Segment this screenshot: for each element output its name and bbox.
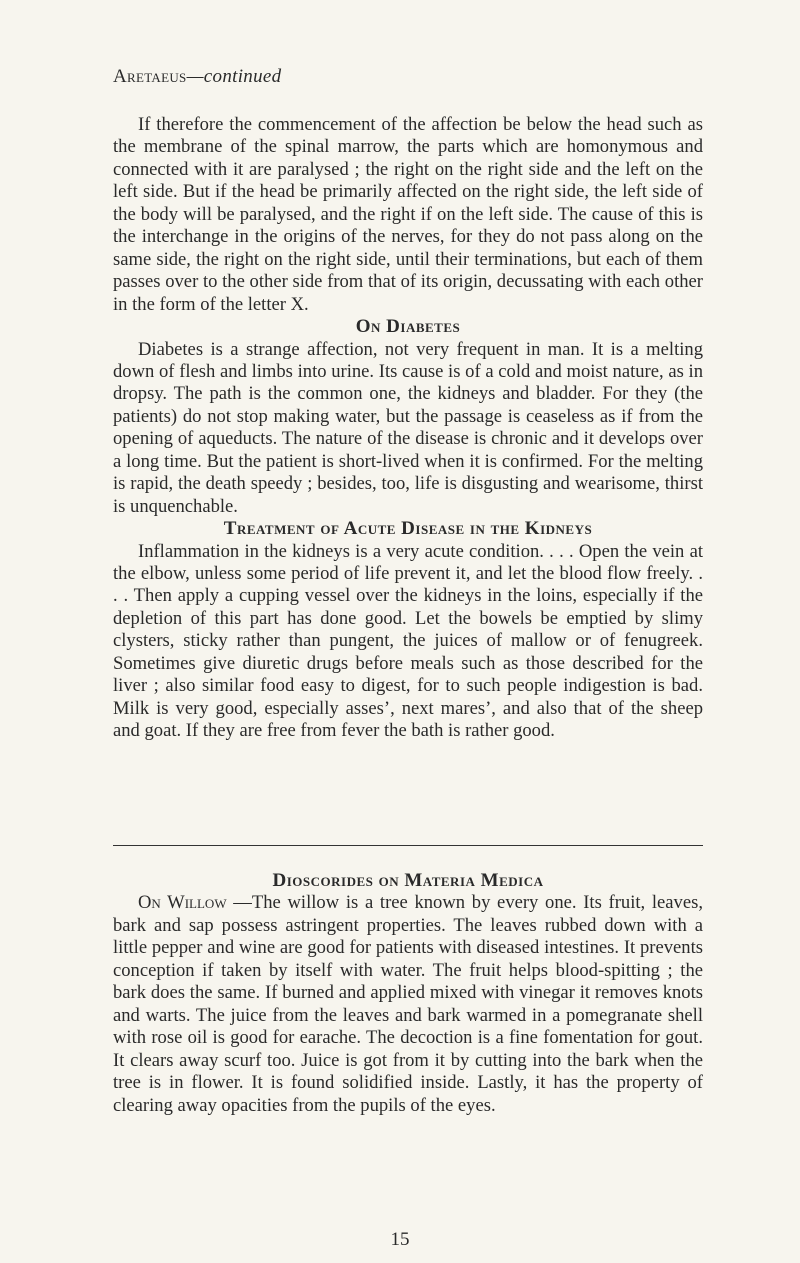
heading-dioscorides: Dioscorides on Materia Medica (272, 870, 544, 891)
text-block-aretaeus (113, 114, 703, 743)
section-divider (113, 845, 703, 846)
text-block-dioscorides (113, 870, 703, 1117)
paragraph-paralysis: If therefore the commencement of the affection be below the head such as the membrane of the spinal marrow, the parts which are homonymous and connected with it are paralysed ; the right on the right side and the left on the left side. But if the head be primarily affected on the right side, the left side of the body will be paralysed, and the right if on the left side. The cause of this is the interchange in the origins of the nerves, for they do not pass along on the same side, the right on the right side, until their terminations, but each of them passes over to the other side from that of its origin, decussating with each other in the form of the letter X. (113, 114, 703, 315)
paragraph-diabetes: Diabetes is a strange affection, not very frequent in man. It is a melting down of flesh and limbs into urine. Its cause is of a cold and moist nature, as in dropsy. The path is the common one, the kidneys and bladder. For they (the patients) do not stop making water, but the passage is ceaseless as if from the opening of aqueducts. The nature of the disease is chronic and it develops over a long time. But the patient is short-lived when it is confirmed. For the melting is rapid, the death speedy ; besides, too, life is disgusting and wearisome, thirst is unquenchable. (113, 338, 703, 517)
running-head (113, 66, 281, 88)
heading-diabetes: On Diabetes (355, 316, 461, 338)
willow-lead: On Willow (138, 892, 227, 914)
paragraph-kidney-treatment: Inflammation in the kidneys is a very acute condition. . . . Open the vein at the elbow, unless some period of life prevent it, and let the blood flow freely. . . . Then apply a cupping vessel over the kidneys in the loins, especially if the depletion of this part has done good. Let the bowels be emptied by slimy clysters, sticky rather than pungent, the juices of mallow or of fenugreek. Sometimes give diuretic drugs before meals such as those described for the liver ; also similar food easy to digest, for to such people indigestion is bad. Milk is very good, especially asses’, next mares’, and also that of the sheep and goat. If they are free from fever the bath is rather good. (113, 540, 703, 742)
willow-text: —The willow is a tree known by every one. Its fruit, leaves, bark and sap possess astringent properties. The leaves rubbed down with a little pepper and wine are good for patients with diseased intestines. It prevents conception if taken by itself with water. The fruit helps blood-spitting ; the bark does the same. If burned and applied mixed with vinegar it removes knots and warts. The juice from the leaves and bark warmed in a pomegranate shell with rose oil is good for earache. The decoction is a fine fomentation for gout. It clears away scurf too. Juice is got from it by cutting into the bark when the tree is in flower. It is found solidified inside. Lastly, it has the property of clearing away opacities from the pupils of the eyes. (113, 892, 703, 1116)
page-number: 15 (390, 1229, 410, 1250)
paragraph-willow (113, 892, 703, 1117)
heading-kidney-treatment: Treatment of Acute Disease in the Kidneys (223, 518, 593, 540)
running-head-author: Aretaeus (113, 66, 187, 87)
running-head-continued: —continued (186, 66, 282, 87)
